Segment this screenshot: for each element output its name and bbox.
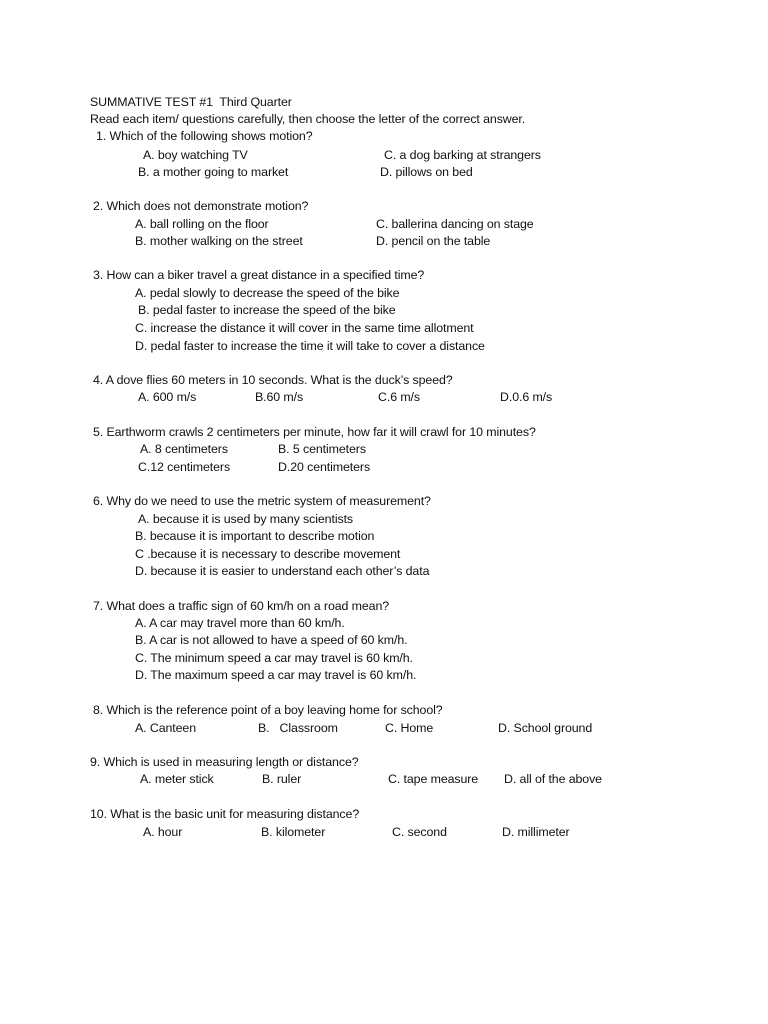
q5-choice-b[interactable]: B. 5 centimeters	[278, 442, 366, 456]
q5-choice-c[interactable]: C.12 centimeters	[138, 460, 231, 474]
q9-choice-b[interactable]: B. ruler	[262, 772, 302, 786]
question-4: 4. A dove flies 60 meters in 10 seconds. What is the duck’s speed?	[93, 373, 453, 387]
q7-choice-b[interactable]: B. A car is not allowed to have a speed of 60 km/h.	[135, 633, 408, 647]
q8-choice-d[interactable]: D. School ground	[498, 721, 593, 735]
q6-choice-d[interactable]: D. because it is easier to understand each other’s data	[135, 564, 430, 578]
q8-choice-b[interactable]: B. Classroom	[258, 721, 338, 735]
q10-choice-a[interactable]: A. hour	[143, 825, 183, 839]
q4-choice-a[interactable]: A. 600 m/s	[138, 390, 197, 404]
test-title: SUMMATIVE TEST #1 Third Quarter	[90, 95, 292, 109]
question-7: 7. What does a traffic sign of 60 km/h on a road mean?	[93, 599, 390, 613]
question-2: 2. Which does not demonstrate motion?	[93, 199, 309, 213]
q9-choice-a[interactable]: A. meter stick	[140, 772, 214, 786]
q6-choice-a[interactable]: A. because it is used by many scientists	[138, 512, 354, 526]
q3-choice-a[interactable]: A. pedal slowly to decrease the speed of the bike	[135, 286, 400, 300]
q10-choice-c[interactable]: C. second	[392, 825, 447, 839]
q4-choice-c[interactable]: C.6 m/s	[378, 390, 420, 404]
q2-choice-b[interactable]: B. mother walking on the street	[135, 234, 303, 248]
question-6: 6. Why do we need to use the metric system of measurement?	[93, 494, 431, 508]
q1-choice-a[interactable]: A. boy watching TV	[143, 148, 248, 162]
test-instructions: Read each item/ questions carefully, then choose the letter of the correct answer.	[90, 112, 526, 126]
q3-choice-d[interactable]: D. pedal faster to increase the time it will take to cover a distance	[135, 339, 485, 353]
q8-choice-c[interactable]: C. Home	[385, 721, 434, 735]
q10-choice-b[interactable]: B. kilometer	[261, 825, 326, 839]
q1-choice-c[interactable]: C. a dog barking at strangers	[384, 148, 541, 162]
q5-choice-d[interactable]: D.20 centimeters	[278, 460, 371, 474]
question-8: 8. Which is the reference point of a boy leaving home for school?	[93, 703, 443, 717]
question-5: 5. Earthworm crawls 2 centimeters per minute, how far it will crawl for 10 minutes?	[93, 425, 536, 439]
q6-choice-b[interactable]: B. because it is important to describe motion	[135, 529, 375, 543]
q4-choice-d[interactable]: D.0.6 m/s	[500, 390, 553, 404]
q10-choice-d[interactable]: D. millimeter	[502, 825, 570, 839]
question-10: 10. What is the basic unit for measuring distance?	[90, 807, 360, 821]
q1-choice-b[interactable]: B. a mother going to market	[138, 165, 289, 179]
question-3: 3. How can a biker travel a great distance in a specified time?	[93, 268, 425, 282]
q5-choice-a[interactable]: A. 8 centimeters	[140, 442, 228, 456]
q1-choice-d[interactable]: D. pillows on bed	[380, 165, 473, 179]
question-1: 1. Which of the following shows motion?	[96, 129, 313, 143]
q7-choice-a[interactable]: A. A car may travel more than 60 km/h.	[135, 616, 345, 630]
q7-choice-c[interactable]: C. The minimum speed a car may travel is 60 km/h.	[135, 651, 413, 665]
q4-choice-b[interactable]: B.60 m/s	[255, 390, 304, 404]
question-9: 9. Which is used in measuring length or distance?	[90, 755, 359, 769]
q8-choice-a[interactable]: A. Canteen	[135, 721, 196, 735]
q3-choice-b[interactable]: B. pedal faster to increase the speed of the bike	[138, 303, 396, 317]
q6-choice-c[interactable]: C .because it is necessary to describe movement	[135, 547, 401, 561]
q7-choice-d[interactable]: D. The maximum speed a car may travel is 60 km/h.	[135, 668, 417, 682]
q2-choice-c[interactable]: C. ballerina dancing on stage	[376, 217, 534, 231]
q3-choice-c[interactable]: C. increase the distance it will cover in the same time allotment	[135, 321, 474, 335]
q9-choice-d[interactable]: D. all of the above	[504, 772, 602, 786]
q9-choice-c[interactable]: C. tape measure	[388, 772, 479, 786]
q2-choice-a[interactable]: A. ball rolling on the floor	[135, 217, 269, 231]
q2-choice-d[interactable]: D. pencil on the table	[376, 234, 491, 248]
